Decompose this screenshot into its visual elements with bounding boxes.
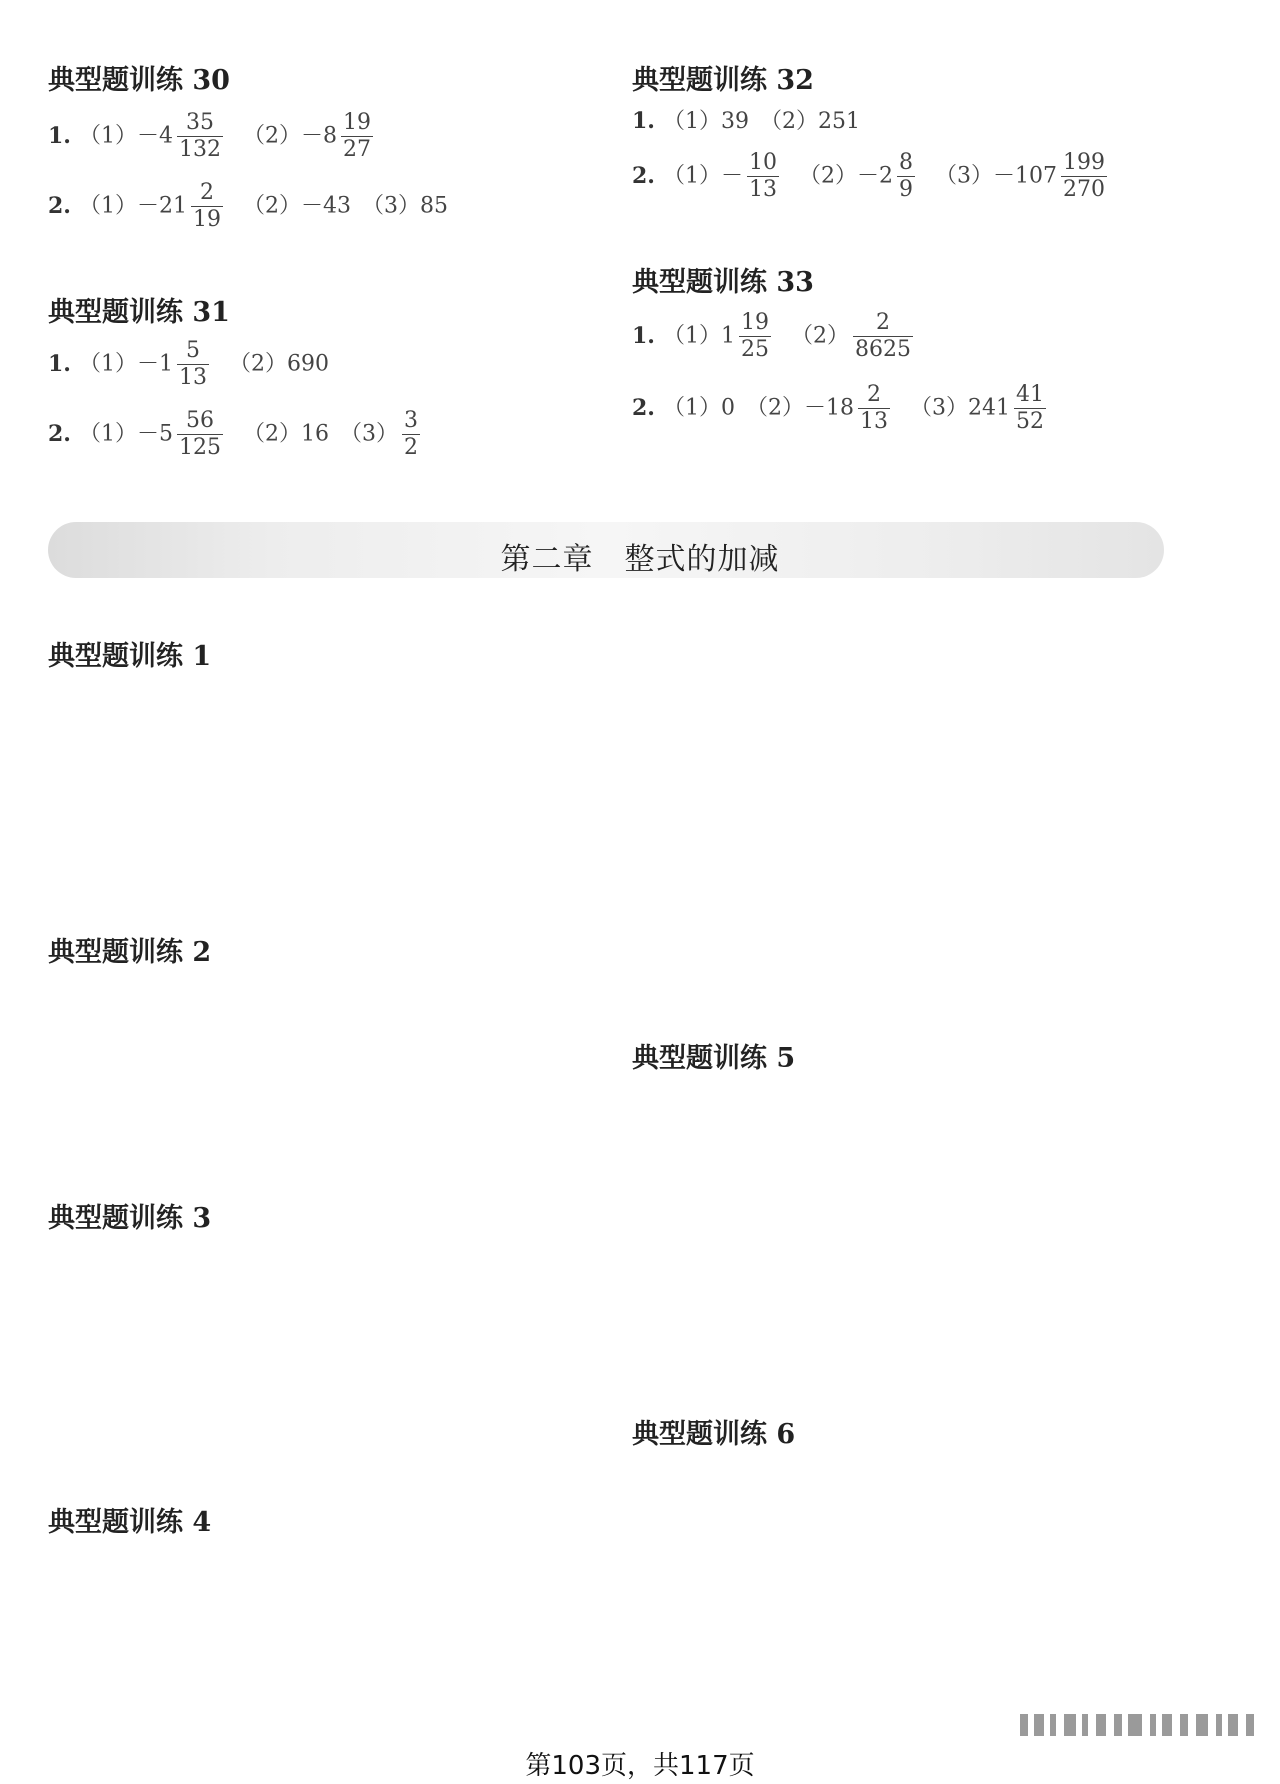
section-title: 典型题训练 31 — [48, 297, 230, 328]
answer-line: 1. （1）39 （2）251 — [632, 108, 860, 134]
answer-line: 1. （1）1 $\frac{19}{25}$ （2） $\frac{2}{8625}$ — [632, 310, 911, 362]
section-title: 典型题训练 30 — [48, 65, 230, 96]
section-title: 典型题训练 5 — [632, 1043, 796, 1074]
section-title: 典型题训练 6 — [632, 1419, 796, 1450]
answer-line: 1. （1）－4 $\frac{35}{132}$ （2）－8 $\frac{19}{27}$ — [48, 110, 371, 162]
answer-line: 1. （1）－1 $\frac{5}{13}$ （2）690 — [48, 338, 329, 390]
section-title: 典型题训练 4 — [48, 1507, 212, 1538]
scanner-mark — [1020, 1714, 1260, 1736]
section-title: 典型题训练 2 — [48, 937, 212, 968]
section-title: 典型题训练 3 — [48, 1203, 212, 1234]
page-footer: 第103页，共117页 — [525, 1751, 755, 1781]
answer-line: 2. （1）－5 $\frac{56}{125}$ （2）16 （3） $\frac{3}{2}$ — [48, 408, 418, 460]
answer-line: 2. （1）－ $\frac{10}{13}$ （2）－2 $\frac{8}{9}$ （3）－107 $\frac{199}{270}$ — [632, 150, 1105, 202]
section-title: 典型题训练 33 — [632, 267, 814, 298]
section-title: 典型题训练 32 — [632, 65, 814, 96]
answer-line: 2. （1）0 （2）－18 $\frac{2}{13}$ （3）241 $\frac{41}{52}$ — [632, 382, 1044, 434]
answer-line: 2. （1）－21 $\frac{2}{19}$ （2）－43 （3）85 — [48, 180, 448, 232]
chapter-title: 第二章 整式的加减 — [500, 542, 780, 577]
section-title: 典型题训练 1 — [48, 641, 212, 672]
